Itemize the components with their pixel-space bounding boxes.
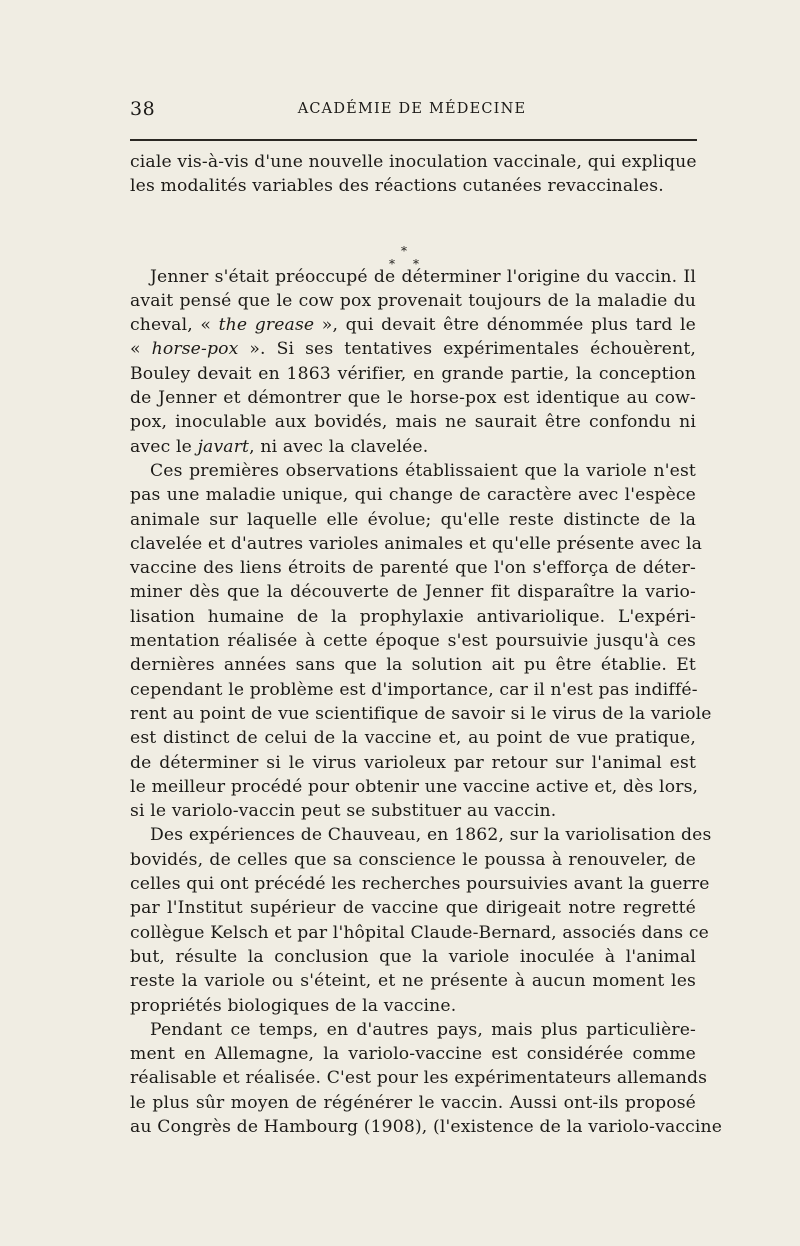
text-line: le plus sûr moyen de régénérer le vaccin. Aussi ont-ils proposé [130, 1092, 696, 1113]
paragraph [130, 265, 696, 459]
paragraph [130, 150, 696, 199]
text-line: si le variolo-vaccin peut se substituer au vaccin. [130, 801, 557, 822]
paragraph [130, 459, 712, 823]
header-rule [130, 139, 697, 141]
text-line: de Jenner et démontrer que le horse-pox est identique au cow- [130, 388, 696, 409]
paragraph [130, 823, 712, 1017]
text-line: pox, inoculable aux bovidés, mais ne saurait être confondu ni [130, 412, 696, 433]
text-line: le meilleur procédé pour obtenir une vaccine active et, dès lors, [130, 776, 699, 797]
asterisk: * [401, 243, 408, 258]
text-line: de déterminer si le virus varioleux par retour sur l'animal est [130, 752, 696, 773]
text-line: les modalités variables des réactions cutanées revaccinales. [130, 176, 664, 197]
text-line: animale sur laquelle elle évolue; qu'elle reste distincte de la [130, 509, 696, 530]
text-line: Pendant ce temps, en d'autres pays, mais plus particulière- [150, 1019, 696, 1040]
text-line: cheval, « the grease », qui devait être dénommée plus tard le [130, 315, 696, 336]
asterisk: * [413, 256, 420, 271]
text-line: pas une maladie unique, qui change de caractère avec l'espèce [130, 485, 696, 506]
text-line: lisation humaine de la prophylaxie antivariolique. L'expéri- [130, 606, 696, 627]
asterism-separator [130, 199, 696, 271]
text-line: « horse-pox ». Si ses tentatives expérimentales échouèrent, [130, 339, 697, 360]
text-line: Bouley devait en 1863 vérifier, en grande partie, la conception [130, 363, 696, 384]
text-line: au Congrès de Hambourg (1908), (l'existence de la variolo-vaccine [130, 1116, 723, 1137]
text-line: miner dès que la découverte de Jenner fit disparaître la vario- [130, 582, 696, 603]
text-line: but, résulte la conclusion que la variole inoculée à l'animal [130, 946, 696, 967]
text-line: par l'Institut supérieur de vaccine que dirigeait notre regretté [130, 898, 696, 919]
text-line: clavelée et d'autres varioles animales et qu'elle présente avec la [130, 533, 702, 554]
text-line: vaccine des liens étroits de parenté que l'on s'efforça de déter- [130, 558, 696, 579]
text-line: ciale vis-à-vis d'une nouvelle inoculation vaccinale, qui explique [130, 152, 697, 172]
text-line: ment en Allemagne, la variolo-vaccine est considérée comme [130, 1044, 696, 1065]
text-line: propriétés biologiques de la vaccine. [130, 995, 457, 1016]
text-line: mentation réalisée à cette époque s'est poursuivie jusqu'à ces [130, 631, 696, 652]
paragraph [130, 1018, 723, 1139]
text-line: avec le javart, ni avec la clavelée. [130, 436, 429, 457]
text-line: collègue Kelsch et par l'hôpital Claude-Bernard, associés dans ce [130, 922, 709, 943]
text-line: dernières années sans que la solution ait pu être établie. Et [130, 655, 696, 676]
text-line: réalisable et réalisée. C'est pour les expérimentateurs allemands [130, 1068, 708, 1089]
text-line: Ces premières observations établissaient que la variole n'est [150, 460, 696, 481]
text-line: cependant le problème est d'importance, car il n'est pas indiffé- [130, 679, 698, 700]
text-line: bovidés, de celles que sa conscience le poussa à renouveler, de [130, 849, 696, 870]
asterisk: * [389, 256, 396, 271]
page-header [128, 98, 696, 122]
body-text [130, 150, 723, 1139]
running-title: ACADÉMIE DE MÉDECINE [297, 101, 527, 117]
text-line: celles qui ont précédé les recherches poursuivies avant la guerre [130, 874, 710, 895]
page-number: 38 [130, 98, 156, 120]
text-line: avait pensé que le cow pox provenait toujours de la maladie du [130, 290, 696, 311]
text-line: rent au point de vue scientifique de savoir si le virus de la variole [130, 703, 712, 724]
text-line: reste la variole ou s'éteint, et ne présente à aucun moment les [130, 971, 696, 992]
text-line: Des expériences de Chauveau, en 1862, sur la variolisation des [150, 825, 712, 846]
text-line: Jenner s'était préoccupé de déterminer l'origine du vaccin. Il [150, 266, 696, 287]
text-line: est distinct de celui de la vaccine et, au point de vue pratique, [130, 728, 696, 749]
